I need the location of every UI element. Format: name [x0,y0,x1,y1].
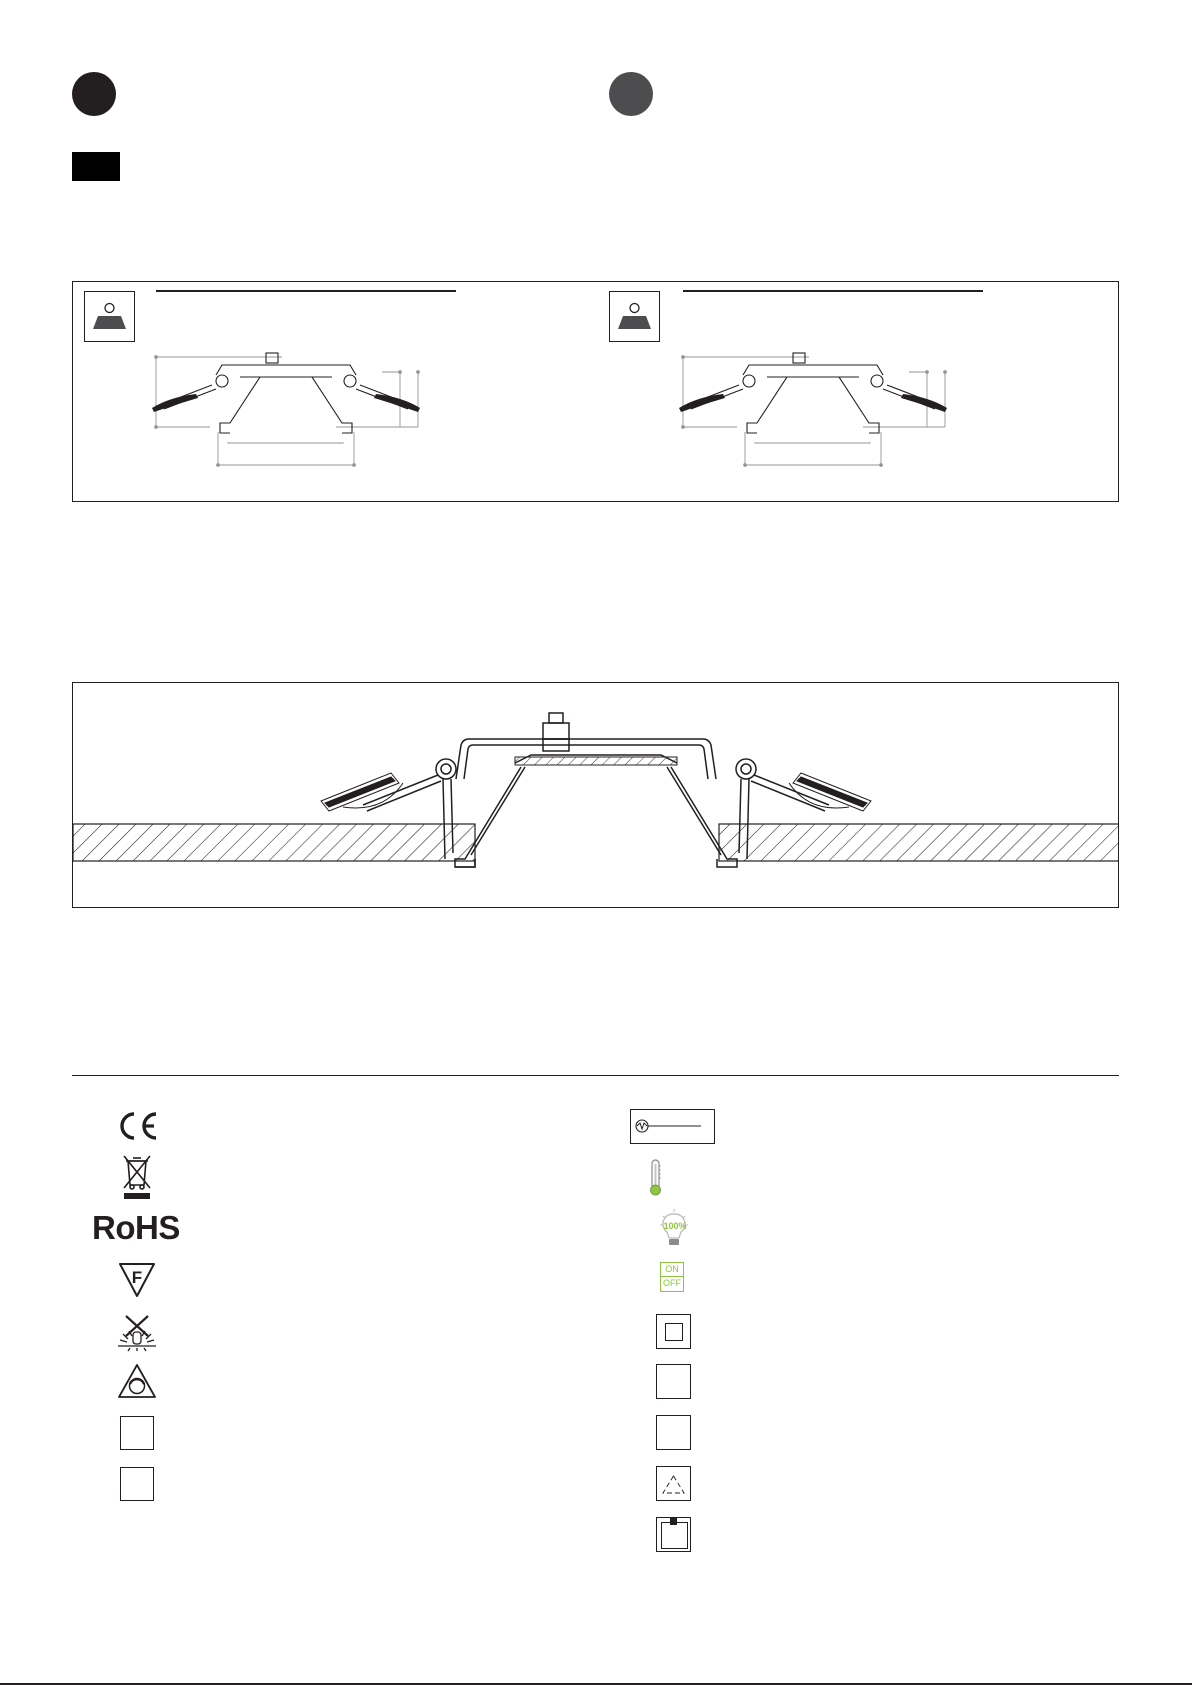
diagram-title-rule [683,290,983,292]
rohs-icon: RoHS [92,1209,180,1246]
driver-cable-icon [630,1109,715,1144]
ce-mark-icon [116,1110,160,1142]
on-label: ON [661,1263,683,1277]
triangle-warning-icon [656,1466,691,1501]
profile-section-small-right [677,345,977,470]
on-off-switch-icon [660,1262,684,1292]
weight-icon [609,291,660,342]
dimmable-icon [116,1362,158,1400]
class-ii-icon [656,1314,691,1349]
step-dot-1 [72,72,116,116]
blank-box-icon [120,1467,154,1501]
step-dot-2 [609,72,653,116]
weee-bin-icon [121,1153,153,1201]
f-mark-icon [116,1261,158,1299]
section-tab [72,152,120,181]
profile-section-small-left [150,345,450,470]
thermometer-icon [647,1158,665,1198]
ceiling-board-left [73,824,475,861]
off-label: OFF [663,1278,681,1288]
blank-box-icon [656,1364,691,1399]
blank-box-icon [656,1415,691,1450]
diagram-title-rule [156,290,456,292]
bulb-100-label: 100% [663,1221,687,1231]
weight-icon [84,291,135,342]
blank-box-icon [120,1416,154,1450]
installation-section-frame [72,682,1119,908]
bulb-100-icon [658,1208,690,1250]
square-marker-icon [656,1517,691,1552]
f-mark-label: F [131,1268,143,1287]
section-divider [72,1075,1119,1076]
no-insulation-cover-icon [114,1312,160,1352]
ceiling-board-right [719,824,1118,861]
